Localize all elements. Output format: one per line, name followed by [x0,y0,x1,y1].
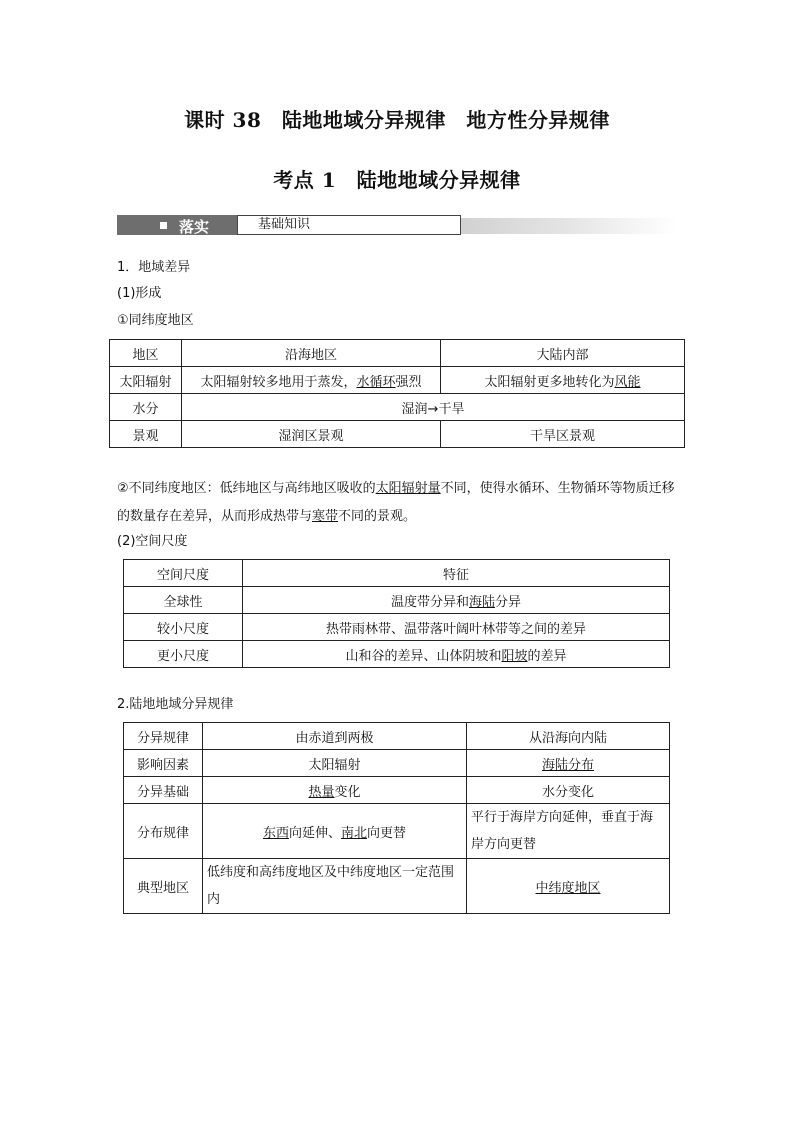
table-cell [243,641,670,668]
table-row [124,859,670,914]
table-cell [203,804,467,859]
table-row [124,641,670,668]
cell-text: 太阳辐射更多地转化为 [484,374,615,390]
table-cell [203,777,467,804]
text-run: ②不同纬度地区：低纬地区与高纬地区吸收的 [117,481,376,496]
underlined-answer: 风能 [614,374,641,390]
same-latitude-table [109,339,685,448]
cell-text: 强烈 [395,374,422,390]
banner-label: 落实 [179,218,210,236]
underlined-answer: 阳坡 [501,648,528,664]
table-cell [182,367,441,394]
underlined-answer: 中纬度地区 [535,880,601,896]
underlined-answer: 热量 [308,784,335,800]
table-header: 地区 [110,340,182,367]
table-cell: 低纬度和高纬度地区及中纬度地区一定范围内 [203,859,467,914]
section-banner [117,214,677,236]
table-row [110,367,685,394]
underlined-answer: 寒带 [312,509,339,524]
table-row [110,421,685,448]
cell-text: 向延伸、 [288,825,341,841]
table-header: 大陆内部 [441,340,685,367]
section-title: 考点 1 陆地地域分异规律 [273,168,521,192]
heading-formation: (1)形成 [117,286,162,301]
page-title: 课时 38 陆地地域分异规律 地方性分异规律 [184,108,610,132]
table-row [124,587,670,614]
cell-text: 的差异 [527,648,567,664]
table-row [124,723,670,750]
underlined-answer: 海陆分布 [541,757,594,773]
cell-text: 变化 [334,784,361,800]
table-cell: 从沿海向内陆 [467,723,670,750]
row-label: 分异规律 [124,723,203,750]
cell-text: 温度带分异和 [390,594,469,610]
cell-text: 太阳辐射较多地用于蒸发， [200,374,357,390]
table-cell: 湿润→干旱 [182,394,685,421]
row-label: 较小尺度 [124,614,243,641]
heading-same-latitude: ①同纬度地区 [117,313,194,328]
table-row [124,750,670,777]
underlined-answer: 太阳辐射量 [375,481,441,496]
table-cell [441,367,685,394]
table-row [124,614,670,641]
banner-dark-block [117,215,237,235]
underlined-answer: 水循环 [356,374,396,390]
row-label: 全球性 [124,587,243,614]
underlined-answer: 海陆 [468,594,495,610]
differentiation-law-table [123,722,670,914]
table-cell: 湿润区景观 [182,421,441,448]
table-header: 沿海地区 [182,340,441,367]
table-header: 空间尺度 [124,560,243,587]
table-cell: 热带雨林带、温带落叶阔叶林带等之间的差异 [243,614,670,641]
heading-regional-difference: 1．地域差异 [117,260,191,275]
table-cell: 干旱区景观 [441,421,685,448]
row-label: 更小尺度 [124,641,243,668]
table-row [110,340,685,367]
row-label: 分布规律 [124,804,203,859]
banner-sublabel: 基础知识 [258,217,311,232]
square-bullet-icon [160,222,167,229]
table-row [124,560,670,587]
row-label: 分异基础 [124,777,203,804]
row-label: 景观 [110,421,182,448]
spatial-scale-table [123,559,670,668]
banner-sublabel-box [237,215,461,235]
underlined-answer: 东西 [262,825,289,841]
table-cell: 水分变化 [467,777,670,804]
table-cell: 由赤道到两极 [203,723,467,750]
table-row [110,394,685,421]
underlined-answer: 南北 [341,825,368,841]
cell-text: 分异 [495,594,522,610]
row-label: 水分 [110,394,182,421]
text-run: 不同，使得水循环、生物循环等物质迁移的数量存在差异，从而形成热带与 [117,481,675,524]
cell-text: 山和谷的差异、山体阴坡和 [345,648,502,664]
table-row [124,804,670,859]
heading-spatial-scale: (2)空间尺度 [117,534,188,549]
table-row [124,777,670,804]
table-cell: 太阳辐射 [203,750,467,777]
table-cell [243,587,670,614]
paragraph-different-latitudes [117,475,682,531]
heading-land-differentiation: 2.陆地地域分异规律 [117,697,234,712]
row-label: 典型地区 [124,859,203,914]
table-header: 特征 [243,560,670,587]
row-label: 太阳辐射 [110,367,182,394]
row-label: 影响因素 [124,750,203,777]
cell-text: 向更替 [367,825,407,841]
table-cell: 平行于海岸方向延伸，垂直于海岸方向更替 [467,804,670,859]
text-run: 不同的景观。 [338,509,417,524]
table-cell [467,859,670,914]
table-cell [467,750,670,777]
